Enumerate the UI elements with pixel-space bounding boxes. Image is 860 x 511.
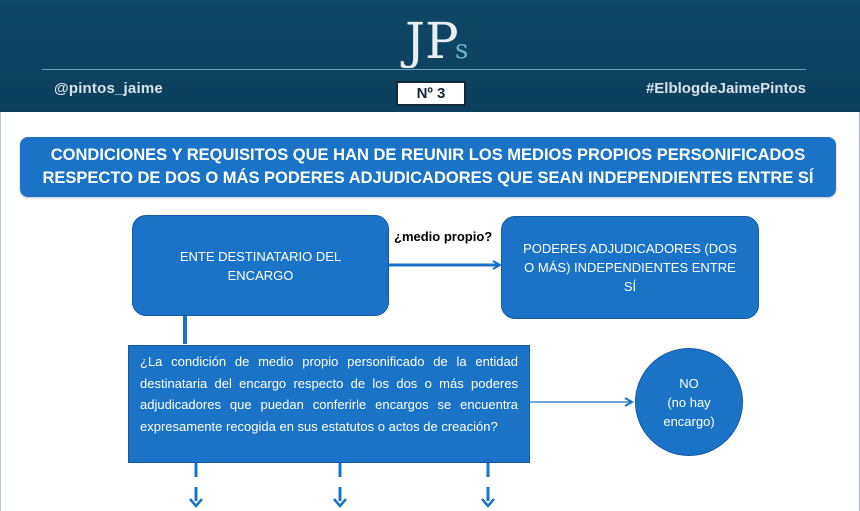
jps-logo	[395, 6, 475, 68]
title-line-2: RESPECTO DE DOS O MÁS PODERES ADJUDICADORES QUE SEAN INDEPENDIENTES ENTRE SÍ	[42, 169, 814, 187]
issue-number-label: Nº 3	[416, 85, 446, 102]
node-poderes-adjudicadores	[501, 216, 759, 319]
node-no-line-1: NO	[679, 375, 699, 391]
logo-jp-text: JP	[405, 12, 459, 68]
edge-label-medio-propio: ¿medio propio?	[394, 229, 493, 244]
node-no-line-3: encargo)	[663, 413, 715, 429]
node-poderes-label: PODERES ADJUDICADORES (DOS O MÁS) INDEPENDIENTES ENTRE SÍ	[523, 241, 737, 294]
diagram-title	[20, 137, 836, 197]
title-line-1: CONDICIONES Y REQUISITOS QUE HAN DE REUNIR LOS MEDIOS PROPIOS PERSONIFICADOS	[50, 146, 806, 164]
node-question	[128, 345, 530, 463]
node-ente-label: ENTE DESTINATARIO DEL ENCARGO	[179, 248, 342, 283]
blog-hashtag: #ElblogdeJaimePintos	[645, 80, 806, 97]
node-no-line-2: (no hay	[667, 394, 711, 410]
node-ente-destinatario	[132, 215, 389, 316]
node-no-encargo	[635, 348, 743, 456]
header-banner	[0, 0, 860, 112]
header-divider	[42, 69, 806, 70]
node-question-label: ¿La condición de medio propio personificado de la entidad destinataria del encargo respecto de los dos o más poderes adjudicadores que puedan conferirle encargos se encuentra expresamente recogida en sus estatutos o actos de creación?	[140, 354, 518, 434]
logo-s-text: s	[455, 35, 469, 65]
twitter-handle: @pintos_jaime	[54, 80, 163, 97]
issue-number-badge	[396, 81, 466, 106]
